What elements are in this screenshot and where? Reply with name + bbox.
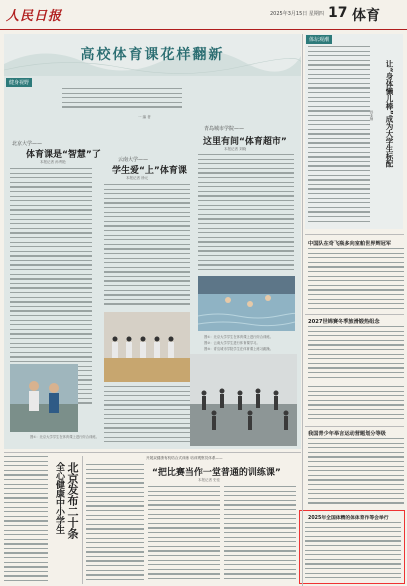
news-3-body xyxy=(308,438,404,508)
column-1-kicker: 北京大学—— xyxy=(12,141,43,147)
column-2-byline: 本报记者 徐元 xyxy=(126,176,149,180)
column-1-byline: 本报记者 孙秀艳 xyxy=(40,160,66,164)
rule-bottom-left xyxy=(82,456,83,584)
news-4-body xyxy=(305,522,401,582)
bottom-vertical-subheadline: 全心健康中小学生 xyxy=(54,462,64,534)
news-1-body xyxy=(308,248,404,312)
exercise-photo-graphic xyxy=(190,354,297,446)
issue-date: 2025年3月15日 星期四 xyxy=(270,11,324,17)
feature-tag: 健身视野 xyxy=(6,78,32,87)
photo-classroom xyxy=(104,312,190,382)
news-4-headline: 2025年全国体精的体体育作等会举行 xyxy=(308,516,389,521)
column-3-body xyxy=(198,154,294,276)
intro-byline: 一 编 者 xyxy=(138,115,151,119)
rule-bottom-section xyxy=(4,452,301,453)
bottom-feature-kicker: 开展双健康有机结合式训练 培训观察员体系—— xyxy=(146,456,223,460)
section-name: 体育 xyxy=(352,8,380,24)
news-2-body-extra xyxy=(308,386,404,426)
photo-pool xyxy=(198,276,295,331)
column-3-byline: 本报记者 刘晓 xyxy=(224,147,247,151)
pool-photo-graphic xyxy=(198,276,295,331)
news-2-headline: 2027世锦赛冬季旅滑锻热组念 xyxy=(308,319,380,325)
news-2-body xyxy=(308,326,404,382)
newspaper-logo: 人民日报 xyxy=(6,9,63,24)
bottom-feature-body-col3 xyxy=(224,486,296,584)
intro-text xyxy=(62,88,182,114)
news-1-headline: 中国队在奇飞瓶多向室舶世界辉冠军 xyxy=(308,241,392,247)
caption-3: 图③：青岛城市学院学生在体育课上练习跳操。 xyxy=(204,347,273,351)
column-2-headline: 学生爱“上”体育课 xyxy=(112,166,187,176)
rule-news-3 xyxy=(305,426,404,427)
bottom-feature-body-col1 xyxy=(86,464,144,584)
photo-athletes xyxy=(10,364,78,432)
rule-right-column xyxy=(302,34,303,586)
page-number: 17 xyxy=(328,5,348,21)
column-3-headline: 这里有间“体育超市” xyxy=(203,137,287,147)
column-2-body xyxy=(104,184,190,308)
athletes-caption: 图①：北京大学学生在体育课上进行综合训练。 xyxy=(30,435,99,439)
bottom-feature-body-col2 xyxy=(148,486,220,584)
classroom-photo-graphic xyxy=(104,312,190,382)
caption-2: 图②：云南大学学生进行体育课学习。 xyxy=(204,341,260,345)
commentary-tag: 体坛观潮 xyxy=(306,35,332,44)
bottom-left-body xyxy=(4,456,48,584)
news-3-headline: 我国青少年举言运动营题划分等级 xyxy=(308,431,386,437)
rule-news-2 xyxy=(305,314,404,315)
masthead xyxy=(0,0,407,30)
column-2-kicker: 云南大学—— xyxy=(118,157,149,163)
athletes-photo-graphic xyxy=(10,364,78,432)
bottom-feature-byline: 本报记者 史佳 xyxy=(198,478,221,482)
bottom-feature-headline: “把比赛当作一堂普通的训练课” xyxy=(152,468,281,478)
caption-1: 图①：北京大学学生在体育课上进行综合训练。 xyxy=(204,335,273,339)
photo-exercise xyxy=(190,354,297,446)
column-3-kicker: 青岛城市学院—— xyxy=(204,126,245,132)
bottom-vertical-headline: 北京发布二十条 xyxy=(66,462,79,539)
column-1-headline: 体育课是“智慧”了 xyxy=(26,150,101,160)
commentary-headline: 让“身体懒儿棒”成为大学生标配 xyxy=(385,60,394,168)
feature-header xyxy=(4,34,301,76)
commentary-body xyxy=(308,46,370,226)
rule-news-1 xyxy=(305,234,404,235)
feature-title: 高校体育课花样翻新 xyxy=(80,47,225,63)
commentary-byline: 孙亚楠 xyxy=(370,110,374,121)
column-2-body-lower xyxy=(104,386,190,446)
